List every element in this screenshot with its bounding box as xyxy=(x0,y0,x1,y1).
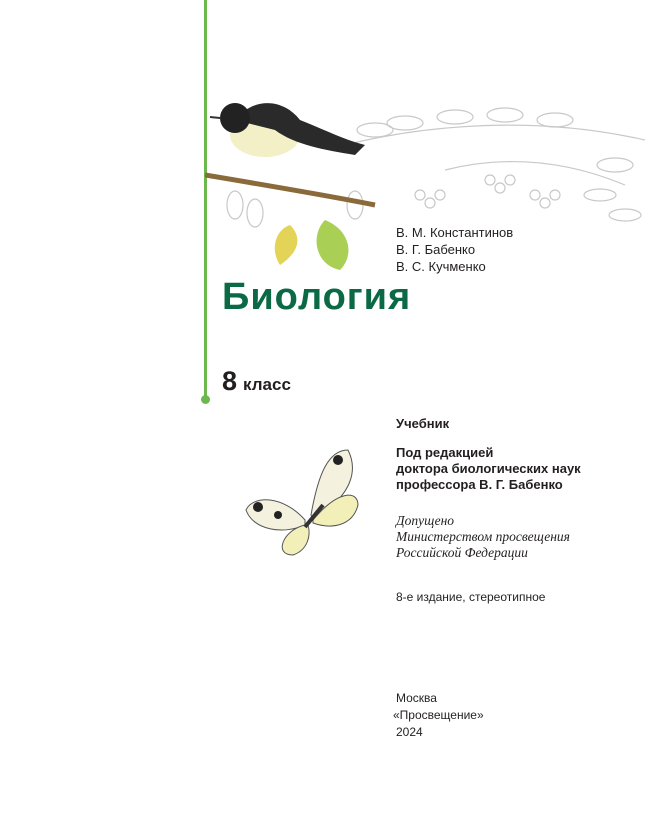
publisher-year: 2024 xyxy=(396,725,423,739)
editor-line: Под редакцией xyxy=(396,445,494,460)
grade-number: 8 xyxy=(222,366,238,396)
publisher-name: «Просвещение» xyxy=(393,708,484,722)
book-title: Биология xyxy=(222,276,412,318)
author: В. Г. Бабенко xyxy=(396,242,476,257)
edition-note: 8-е издание, стереотипное xyxy=(396,590,546,604)
book-kind: Учебник xyxy=(396,416,450,431)
authors-list xyxy=(396,224,513,275)
author: В. С. Кучменко xyxy=(396,259,486,274)
approval-line: Министерством просвещения xyxy=(396,529,570,544)
author: В. М. Константинов xyxy=(396,225,514,240)
decorative-line-dot xyxy=(201,395,210,404)
grade-word: класс xyxy=(243,375,291,394)
approval-line: Допущено xyxy=(396,513,455,528)
butterfly-illustration xyxy=(243,445,363,560)
approval-line: Российской Федерации xyxy=(396,545,528,560)
approval-note xyxy=(396,513,570,561)
editor-note xyxy=(396,445,581,493)
editor-line: доктора биологических наук xyxy=(396,461,581,476)
grade-label xyxy=(222,366,291,397)
publisher-info xyxy=(393,690,484,741)
publisher-city: Москва xyxy=(396,691,437,705)
editor-line: профессора В. Г. Бабенко xyxy=(396,477,563,492)
